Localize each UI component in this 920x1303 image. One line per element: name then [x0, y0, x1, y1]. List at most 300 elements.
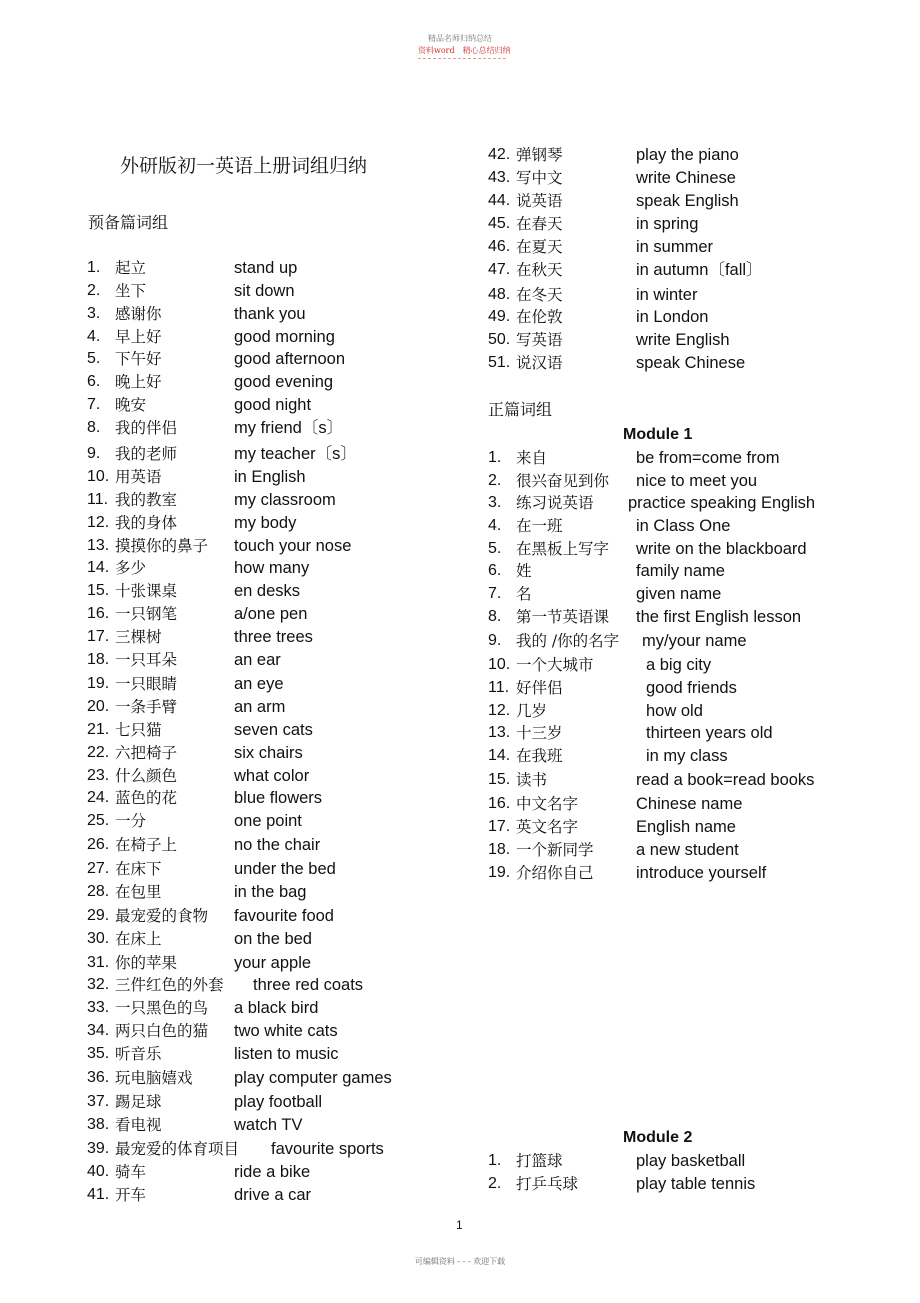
item-english: drive a car: [234, 1186, 312, 1204]
item-number: 50.: [488, 331, 511, 348]
page-header-line2: [418, 45, 511, 56]
item-chinese: 最宠爱的食物: [115, 907, 209, 925]
page-footer: 可编辑资料 - - - 欢迎下载: [414, 1257, 506, 1266]
item-english: three trees: [234, 628, 313, 646]
item-english: in the bag: [234, 883, 307, 901]
list-item: [87, 303, 517, 325]
item-number: 25.: [87, 812, 110, 829]
list-item: [488, 352, 918, 374]
item-chinese: 你的苹果: [115, 954, 178, 972]
item-english: good friends: [646, 679, 737, 697]
item-english: favourite food: [234, 907, 334, 925]
item-number: 7.: [87, 396, 101, 413]
item-number: 35.: [87, 1045, 110, 1062]
item-english: six chairs: [234, 744, 303, 762]
item-chinese: 最宠爱的体育项目: [115, 1140, 240, 1158]
item-english: in Class One: [636, 517, 731, 535]
item-english: a big city: [646, 656, 712, 674]
item-number: 18.: [87, 651, 110, 668]
item-english: no the chair: [234, 836, 321, 854]
list-item: [488, 306, 918, 328]
list-item: [488, 583, 918, 605]
item-english: in autumn〔fall〕: [636, 261, 763, 279]
item-english: play basketball: [636, 1152, 746, 1170]
item-number: 3.: [87, 305, 101, 322]
item-number: 2.: [488, 472, 502, 489]
item-english: nice to meet you: [636, 472, 758, 490]
item-number: 6.: [87, 373, 101, 390]
item-chinese: 我的教室: [115, 491, 178, 509]
list-item: [87, 810, 517, 832]
list-item: [488, 793, 918, 815]
list-item: [87, 1091, 517, 1113]
item-chinese: 中文名字: [516, 795, 579, 813]
item-number: 42.: [488, 146, 511, 163]
item-number: 31.: [87, 954, 110, 971]
list-item: [87, 696, 517, 718]
list-item: [488, 606, 918, 628]
list-item: [87, 417, 517, 439]
item-chinese: 几岁: [516, 702, 548, 720]
item-english: listen to music: [234, 1045, 339, 1063]
item-english: my teacher〔s〕: [234, 445, 357, 463]
list-item: [488, 236, 918, 258]
item-chinese: 在一班: [516, 517, 563, 535]
list-item: [488, 144, 918, 166]
item-number: 40.: [87, 1163, 110, 1180]
item-chinese: 来自: [516, 449, 548, 467]
item-number: 3.: [488, 494, 502, 511]
item-chinese: 读书: [516, 771, 548, 789]
item-chinese: 起立: [115, 259, 147, 277]
item-number: 48.: [488, 286, 511, 303]
item-number: 1.: [488, 1152, 502, 1169]
item-english: seven cats: [234, 721, 313, 739]
module2-heading: Module 2: [623, 1129, 693, 1146]
list-item: [87, 535, 517, 557]
item-number: 16.: [488, 795, 511, 812]
list-item: [87, 512, 517, 534]
item-chinese: 三棵树: [115, 628, 162, 646]
item-number: 8.: [87, 419, 101, 436]
item-chinese: 感谢你: [115, 305, 162, 323]
list-item: [87, 952, 517, 974]
item-number: 15.: [488, 771, 511, 788]
list-item: [87, 905, 517, 927]
item-english: thirteen years old: [646, 724, 773, 742]
item-number: 46.: [488, 238, 511, 255]
item-chinese: 一分: [115, 812, 147, 830]
list-item: [87, 742, 517, 764]
item-number: 21.: [87, 721, 110, 738]
item-chinese: 踢足球: [115, 1093, 162, 1111]
item-chinese: 打乒乓球: [516, 1175, 579, 1193]
item-chinese: 在椅子上: [115, 836, 178, 854]
item-english: my friend〔s〕: [234, 419, 344, 437]
item-number: 51.: [488, 354, 511, 371]
section-heading-main: 正篇词组: [488, 400, 553, 419]
item-chinese: 在伦敦: [516, 308, 563, 326]
item-english: en desks: [234, 582, 301, 600]
item-number: 7.: [488, 585, 502, 602]
item-english: favourite sports: [271, 1140, 384, 1158]
list-item: [488, 329, 918, 351]
item-chinese: 姓: [516, 562, 532, 580]
item-chinese: 写英语: [516, 331, 563, 349]
list-item: [488, 492, 918, 514]
list-item: [87, 1161, 517, 1183]
item-chinese: 我的身体: [115, 514, 178, 532]
item-chinese: 听音乐: [115, 1045, 162, 1063]
item-chinese: 十张课桌: [115, 582, 178, 600]
item-number: 30.: [87, 930, 110, 947]
item-english: play football: [234, 1093, 323, 1111]
item-number: 23.: [87, 767, 110, 784]
item-english: under the bed: [234, 860, 336, 878]
item-number: 5.: [488, 540, 502, 557]
item-number: 2.: [488, 1175, 502, 1192]
item-chinese: 在床下: [115, 860, 162, 878]
page-number: 1: [456, 1218, 463, 1232]
item-number: 8.: [488, 608, 502, 625]
item-number: 37.: [87, 1093, 110, 1110]
item-english: on the bed: [234, 930, 312, 948]
item-english: write Chinese: [636, 169, 736, 187]
item-english: ride a bike: [234, 1163, 311, 1181]
item-chinese: 弹钢琴: [516, 146, 563, 164]
list-item: [488, 1173, 918, 1195]
item-english: watch TV: [234, 1116, 303, 1134]
item-number: 26.: [87, 836, 110, 853]
item-number: 38.: [87, 1116, 110, 1133]
item-chinese: 一只黑色的鸟: [115, 999, 209, 1017]
item-chinese: 六把椅子: [115, 744, 178, 762]
header-tag-b: 精心总结归纳: [462, 46, 511, 55]
list-item: [488, 745, 918, 767]
list-item: [87, 974, 517, 996]
item-number: 9.: [488, 632, 502, 649]
item-english: good morning: [234, 328, 335, 346]
item-number: 34.: [87, 1022, 110, 1039]
list-item: [488, 700, 918, 722]
list-item: [488, 538, 918, 560]
item-english: family name: [636, 562, 725, 580]
item-chinese: 在我班: [516, 747, 563, 765]
item-chinese: 在包里: [115, 883, 162, 901]
item-chinese: 早上好: [115, 328, 162, 346]
item-number: 19.: [488, 864, 511, 881]
item-english: touch your nose: [234, 537, 352, 555]
list-item: [488, 259, 918, 281]
list-item: [87, 489, 517, 511]
item-chinese: 名: [516, 585, 532, 603]
item-english: in winter: [636, 286, 698, 304]
item-english: introduce yourself: [636, 864, 767, 882]
item-number: 12.: [87, 514, 110, 531]
item-number: 17.: [87, 628, 110, 645]
list-item: [87, 1067, 517, 1089]
item-chinese: 我的老师: [115, 445, 178, 463]
list-item: [87, 719, 517, 741]
list-item: [488, 470, 918, 492]
item-english: a black bird: [234, 999, 319, 1017]
item-number: 33.: [87, 999, 110, 1016]
item-number: 5.: [87, 350, 101, 367]
item-chinese: 在黑板上写字: [516, 540, 610, 558]
item-english: good afternoon: [234, 350, 346, 368]
item-number: 32.: [87, 976, 110, 993]
item-english: in London: [636, 308, 709, 326]
list-item: [488, 839, 918, 861]
item-chinese: 三件红色的外套: [115, 976, 224, 994]
item-number: 19.: [87, 675, 110, 692]
list-item: [87, 280, 517, 302]
item-english: how old: [646, 702, 703, 720]
list-item: [87, 394, 517, 416]
item-number: 6.: [488, 562, 502, 579]
item-chinese: 在夏天: [516, 238, 563, 256]
item-chinese: 多少: [115, 559, 147, 577]
list-item: [87, 626, 517, 648]
list-item: [488, 816, 918, 838]
item-number: 44.: [488, 192, 511, 209]
item-chinese: 我的伴侣: [115, 419, 178, 437]
item-number: 39.: [87, 1140, 110, 1157]
item-number: 4.: [488, 517, 502, 534]
item-english: a new student: [636, 841, 739, 859]
list-item: [87, 881, 517, 903]
item-number: 15.: [87, 582, 110, 599]
item-number: 24.: [87, 789, 110, 806]
list-item: [488, 630, 918, 652]
list-item: [87, 765, 517, 787]
item-chinese: 晚上好: [115, 373, 162, 391]
item-english: sit down: [234, 282, 295, 300]
list-item: [87, 1138, 517, 1160]
item-chinese: 一条手臂: [115, 698, 178, 716]
item-number: 9.: [87, 445, 101, 462]
item-number: 13.: [488, 724, 511, 741]
list-item: [488, 167, 918, 189]
item-chinese: 在春天: [516, 215, 563, 233]
item-number: 14.: [87, 559, 110, 576]
list-item: [87, 557, 517, 579]
item-chinese: 练习说英语: [516, 494, 594, 512]
item-chinese: 一只钢笔: [115, 605, 178, 623]
item-english: my body: [234, 514, 297, 532]
item-chinese: 说汉语: [516, 354, 563, 372]
item-number: 22.: [87, 744, 110, 761]
item-english: be from=come from: [636, 449, 780, 467]
list-item: [488, 284, 918, 306]
item-english: speak English: [636, 192, 739, 210]
item-chinese: 说英语: [516, 192, 563, 210]
item-chinese: 下午好: [115, 350, 162, 368]
list-item: [488, 1150, 918, 1172]
list-item: [488, 213, 918, 235]
item-english: play table tennis: [636, 1175, 756, 1193]
list-item: [488, 190, 918, 212]
list-item: [488, 654, 918, 676]
list-item: [87, 1114, 517, 1136]
item-english: good night: [234, 396, 312, 414]
list-item: [87, 326, 517, 348]
item-chinese: 什么颜色: [115, 767, 178, 785]
item-chinese: 在冬天: [516, 286, 563, 304]
item-english: what color: [234, 767, 310, 785]
item-english: write English: [636, 331, 730, 349]
list-item: [87, 371, 517, 393]
list-item: [87, 997, 517, 1019]
item-english: one point: [234, 812, 302, 830]
item-english: practice speaking English: [628, 494, 816, 512]
item-english: an eye: [234, 675, 284, 693]
list-item: [87, 928, 517, 950]
list-item: [488, 447, 918, 469]
item-chinese: 在秋天: [516, 261, 563, 279]
item-chinese: 介绍你自己: [516, 864, 594, 882]
page-header-line1: 精品名师归纳总结: [428, 34, 492, 43]
item-number: 13.: [87, 537, 110, 554]
item-english: write on the blackboard: [636, 540, 807, 558]
item-english: an ear: [234, 651, 281, 669]
list-item: [87, 858, 517, 880]
item-english: in my class: [646, 747, 728, 765]
item-number: 10.: [87, 468, 110, 485]
item-number: 20.: [87, 698, 110, 715]
header-divider: [418, 58, 506, 59]
item-chinese: 我的 /你的名字: [516, 632, 620, 650]
item-chinese: 在床上: [115, 930, 162, 948]
list-item: [87, 1043, 517, 1065]
item-chinese: 坐下: [115, 282, 147, 300]
item-english: three red coats: [253, 976, 364, 994]
item-number: 4.: [87, 328, 101, 345]
item-number: 29.: [87, 907, 110, 924]
list-item: [488, 769, 918, 791]
list-item: [488, 560, 918, 582]
item-english: thank you: [234, 305, 306, 323]
list-item: [87, 1020, 517, 1042]
item-chinese: 玩电脑嬉戏: [115, 1069, 193, 1087]
item-number: 14.: [488, 747, 511, 764]
list-item: [87, 603, 517, 625]
item-number: 1.: [488, 449, 502, 466]
list-item: [488, 722, 918, 744]
item-number: 43.: [488, 169, 511, 186]
item-chinese: 一个新同学: [516, 841, 594, 859]
item-chinese: 英文名字: [516, 818, 579, 836]
item-number: 28.: [87, 883, 110, 900]
item-chinese: 一个大城市: [516, 656, 594, 674]
item-chinese: 两只白色的猫: [115, 1022, 209, 1040]
item-english: your apple: [234, 954, 312, 972]
item-english: in spring: [636, 215, 699, 233]
item-number: 49.: [488, 308, 511, 325]
list-item: [87, 787, 517, 809]
list-item: [87, 1184, 517, 1206]
item-chinese: 打篮球: [516, 1152, 563, 1170]
item-number: 18.: [488, 841, 511, 858]
item-english: an arm: [234, 698, 286, 716]
item-english: speak Chinese: [636, 354, 746, 372]
item-chinese: 开车: [115, 1186, 147, 1204]
item-chinese: 一只眼睛: [115, 675, 178, 693]
list-item: [488, 862, 918, 884]
item-chinese: 晚安: [115, 396, 147, 414]
list-item: [87, 466, 517, 488]
item-english: Chinese name: [636, 795, 743, 813]
item-chinese: 看电视: [115, 1116, 162, 1134]
item-chinese: 好伴侣: [516, 679, 563, 697]
item-chinese: 骑车: [115, 1163, 147, 1181]
item-chinese: 用英语: [115, 468, 162, 486]
item-english: English name: [636, 818, 736, 836]
item-number: 36.: [87, 1069, 110, 1086]
item-chinese: 第一节英语课: [516, 608, 610, 626]
item-english: stand up: [234, 259, 298, 277]
item-english: given name: [636, 585, 722, 603]
item-number: 45.: [488, 215, 511, 232]
item-chinese: 十三岁: [516, 724, 563, 742]
list-item: [87, 443, 517, 465]
item-english: in summer: [636, 238, 714, 256]
item-english: read a book=read books: [636, 771, 815, 789]
item-number: 41.: [87, 1186, 110, 1203]
item-english: play computer games: [234, 1069, 392, 1087]
item-chinese: 写中文: [516, 169, 563, 187]
item-number: 2.: [87, 282, 101, 299]
item-english: blue flowers: [234, 789, 323, 807]
list-item: [488, 515, 918, 537]
module1-heading: Module 1: [623, 426, 693, 443]
list-item: [87, 673, 517, 695]
item-english: two white cats: [234, 1022, 338, 1040]
item-english: play the piano: [636, 146, 739, 164]
item-english: a/one pen: [234, 605, 308, 623]
page-title: 外研版初一英语上册词组归纳: [120, 155, 368, 177]
list-item: [87, 649, 517, 671]
item-english: in English: [234, 468, 306, 486]
item-english: good evening: [234, 373, 334, 391]
item-chinese: 摸摸你的鼻子: [115, 537, 209, 555]
item-english: my/your name: [642, 632, 747, 650]
item-number: 12.: [488, 702, 511, 719]
list-item: [87, 348, 517, 370]
item-english: how many: [234, 559, 310, 577]
item-number: 1.: [87, 259, 101, 276]
item-number: 11.: [87, 491, 109, 508]
item-chinese: 蓝色的花: [115, 789, 178, 807]
item-number: 16.: [87, 605, 110, 622]
item-chinese: 七只猫: [115, 721, 162, 739]
list-item: [87, 580, 517, 602]
item-number: 11.: [488, 679, 510, 696]
list-item: [87, 257, 517, 279]
item-english: the first English lesson: [636, 608, 802, 626]
item-english: my classroom: [234, 491, 336, 509]
item-chinese: 很兴奋见到你: [516, 472, 610, 490]
item-number: 47.: [488, 261, 511, 278]
section-heading-prep: 预备篇词组: [88, 213, 169, 232]
list-item: [488, 677, 918, 699]
header-tag-a: 资料word: [418, 46, 455, 55]
item-number: 17.: [488, 818, 511, 835]
item-number: 10.: [488, 656, 511, 673]
item-number: 27.: [87, 860, 110, 877]
item-chinese: 一只耳朵: [115, 651, 178, 669]
list-item: [87, 834, 517, 856]
